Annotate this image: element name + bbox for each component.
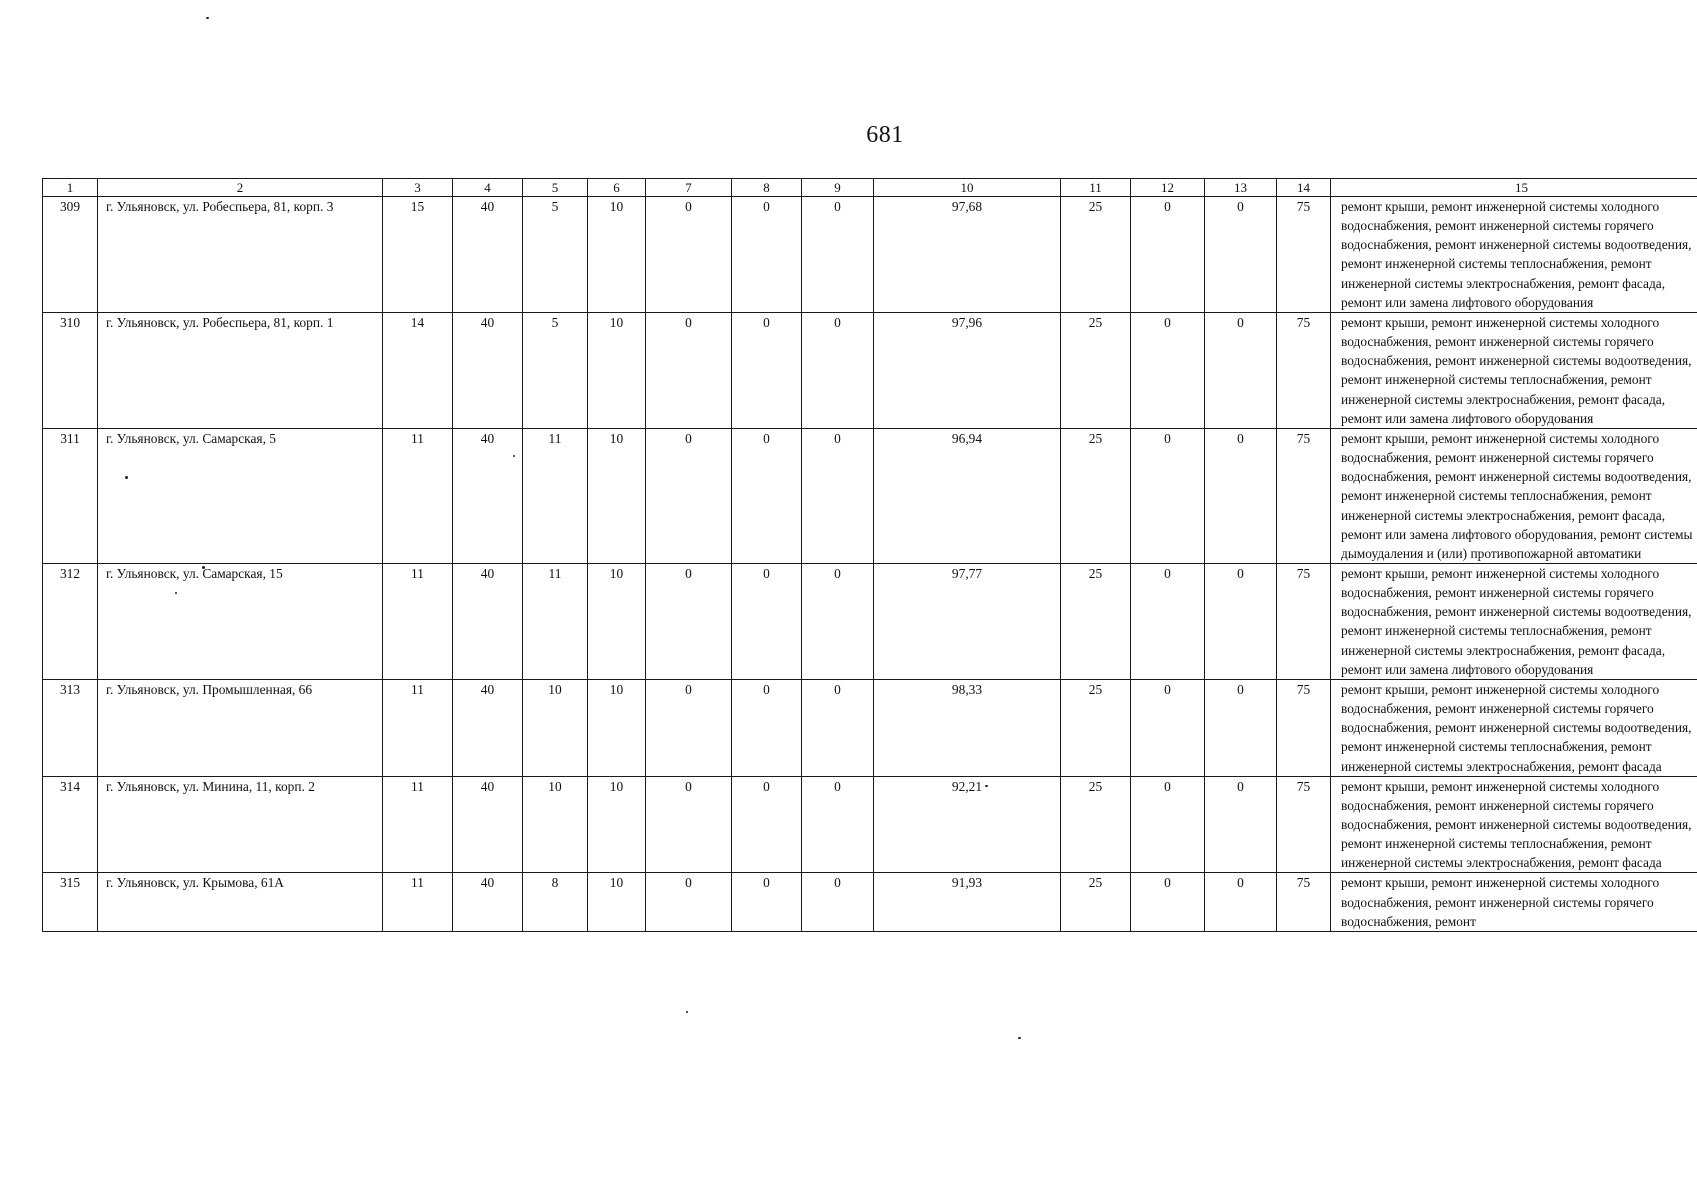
cell-col-5: 10 bbox=[523, 679, 588, 776]
table-row bbox=[43, 873, 1697, 931]
address-cell: г. Ульяновск, ул. Крымова, 61А bbox=[98, 873, 383, 931]
cell-col-10: 97,77 bbox=[874, 563, 1061, 679]
cell-col-14: 75 bbox=[1277, 312, 1331, 428]
row-number: 309 bbox=[43, 197, 98, 313]
cell-col-11: 25 bbox=[1061, 428, 1131, 563]
header-col-10: 10 bbox=[874, 179, 1061, 197]
scan-speck bbox=[1018, 1037, 1021, 1039]
cell-col-5: 8 bbox=[523, 873, 588, 931]
header-col-7: 7 bbox=[646, 179, 732, 197]
cell-col-7: 0 bbox=[646, 312, 732, 428]
cell-col-7: 0 bbox=[646, 873, 732, 931]
table-row bbox=[43, 563, 1697, 679]
cell-col-8: 0 bbox=[732, 873, 802, 931]
address-cell: г. Ульяновск, ул. Самарская, 5 bbox=[98, 428, 383, 563]
cell-col-12: 0 bbox=[1131, 197, 1205, 313]
column-number-header bbox=[43, 179, 1697, 197]
header-col-3: 3 bbox=[383, 179, 453, 197]
cell-col-6: 10 bbox=[588, 197, 646, 313]
cell-col-4: 40 bbox=[453, 679, 523, 776]
table-row bbox=[43, 776, 1697, 873]
cell-col-6: 10 bbox=[588, 679, 646, 776]
cell-col-10: 97,96 bbox=[874, 312, 1061, 428]
cell-col-14: 75 bbox=[1277, 563, 1331, 679]
cell-col-14: 75 bbox=[1277, 428, 1331, 563]
cell-col-6: 10 bbox=[588, 312, 646, 428]
cell-col-9: 0 bbox=[802, 312, 874, 428]
cell-col-13: 0 bbox=[1205, 873, 1277, 931]
cell-col-11: 25 bbox=[1061, 776, 1131, 873]
header-col-11: 11 bbox=[1061, 179, 1131, 197]
cell-col-12: 0 bbox=[1131, 428, 1205, 563]
header-col-2: 2 bbox=[98, 179, 383, 197]
cell-col-12: 0 bbox=[1131, 679, 1205, 776]
cell-col-8: 0 bbox=[732, 679, 802, 776]
cell-col-3: 11 bbox=[383, 563, 453, 679]
cell-col-12: 0 bbox=[1131, 312, 1205, 428]
cell-col-6: 10 bbox=[588, 563, 646, 679]
row-number: 315 bbox=[43, 873, 98, 931]
cell-col-5: 5 bbox=[523, 312, 588, 428]
cell-col-6: 10 bbox=[588, 873, 646, 931]
header-col-9: 9 bbox=[802, 179, 874, 197]
repair-works-cell: ремонт крыши, ремонт инженерной системы холодного водоснабжения, ремонт инженерной системы горячего водоснабжения, ремонт инженерной системы водоотведения, ремонт инженерной системы теплоснабжения, ремонт инженерной системы электроснабжения, ремонт фасада, ремонт или замена лифтового оборудования bbox=[1331, 312, 1697, 428]
cell-col-7: 0 bbox=[646, 776, 732, 873]
scan-speck bbox=[686, 1011, 688, 1013]
repair-register-table bbox=[42, 178, 1697, 932]
cell-col-13: 0 bbox=[1205, 428, 1277, 563]
cell-col-8: 0 bbox=[732, 428, 802, 563]
row-number: 311 bbox=[43, 428, 98, 563]
row-number: 310 bbox=[43, 312, 98, 428]
cell-col-13: 0 bbox=[1205, 563, 1277, 679]
cell-col-12: 0 bbox=[1131, 563, 1205, 679]
cell-col-9: 0 bbox=[802, 197, 874, 313]
cell-col-11: 25 bbox=[1061, 679, 1131, 776]
cell-col-14: 75 bbox=[1277, 776, 1331, 873]
header-row bbox=[43, 179, 1697, 197]
header-col-4: 4 bbox=[453, 179, 523, 197]
header-col-12: 12 bbox=[1131, 179, 1205, 197]
cell-col-10: 91,93 bbox=[874, 873, 1061, 931]
repair-works-cell: ремонт крыши, ремонт инженерной системы холодного водоснабжения, ремонт инженерной системы горячего водоснабжения, ремонт инженерной системы водоотведения, ремонт инженерной системы теплоснабжения, ремонт инженерной системы электроснабжения, ремонт фасада, ремонт или замена лифтового оборудования, ремонт системы дымоудаления и (или) противопожарной автоматики bbox=[1331, 428, 1697, 563]
cell-col-5: 10 bbox=[523, 776, 588, 873]
cell-col-10: 97,68 bbox=[874, 197, 1061, 313]
cell-col-4: 40 bbox=[453, 428, 523, 563]
cell-col-4: 40 bbox=[453, 873, 523, 931]
table-row bbox=[43, 679, 1697, 776]
table-row bbox=[43, 197, 1697, 313]
address-cell: г. Ульяновск, ул. Самарская, 15 bbox=[98, 563, 383, 679]
table-body bbox=[43, 197, 1697, 932]
cell-col-3: 15 bbox=[383, 197, 453, 313]
cell-col-7: 0 bbox=[646, 679, 732, 776]
cell-col-5: 11 bbox=[523, 428, 588, 563]
cell-col-11: 25 bbox=[1061, 873, 1131, 931]
header-col-8: 8 bbox=[732, 179, 802, 197]
cell-col-11: 25 bbox=[1061, 563, 1131, 679]
table-row bbox=[43, 428, 1697, 563]
header-col-6: 6 bbox=[588, 179, 646, 197]
cell-col-14: 75 bbox=[1277, 873, 1331, 931]
cell-col-3: 11 bbox=[383, 873, 453, 931]
cell-col-3: 11 bbox=[383, 679, 453, 776]
repair-works-cell: ремонт крыши, ремонт инженерной системы холодного водоснабжения, ремонт инженерной системы горячего водоснабжения, ремонт инженерной системы водоотведения, ремонт инженерной системы теплоснабжения, ремонт инженерной системы электроснабжения, ремонт фасада bbox=[1331, 776, 1697, 873]
address-cell: г. Ульяновск, ул. Промышленная, 66 bbox=[98, 679, 383, 776]
cell-col-14: 75 bbox=[1277, 197, 1331, 313]
cell-col-3: 11 bbox=[383, 428, 453, 563]
cell-col-7: 0 bbox=[646, 428, 732, 563]
table-row bbox=[43, 312, 1697, 428]
repair-works-cell: ремонт крыши, ремонт инженерной системы холодного водоснабжения, ремонт инженерной системы горячего водоснабжения, ремонт bbox=[1331, 873, 1697, 931]
row-number: 313 bbox=[43, 679, 98, 776]
cell-col-13: 0 bbox=[1205, 679, 1277, 776]
page-number: 681 bbox=[866, 122, 904, 148]
address-cell: г. Ульяновск, ул. Робеспьера, 81, корп. 3 bbox=[98, 197, 383, 313]
cell-col-6: 10 bbox=[588, 776, 646, 873]
header-col-1: 1 bbox=[43, 179, 98, 197]
cell-col-13: 0 bbox=[1205, 312, 1277, 428]
cell-col-11: 25 bbox=[1061, 197, 1131, 313]
cell-col-14: 75 bbox=[1277, 679, 1331, 776]
header-col-15: 15 bbox=[1331, 179, 1697, 197]
cell-col-8: 0 bbox=[732, 563, 802, 679]
cell-col-10: 96,94 bbox=[874, 428, 1061, 563]
cell-col-13: 0 bbox=[1205, 197, 1277, 313]
cell-col-3: 14 bbox=[383, 312, 453, 428]
address-cell: г. Ульяновск, ул. Робеспьера, 81, корп. 1 bbox=[98, 312, 383, 428]
repair-works-cell: ремонт крыши, ремонт инженерной системы холодного водоснабжения, ремонт инженерной системы горячего водоснабжения, ремонт инженерной системы водоотведения, ремонт инженерной системы теплоснабжения, ремонт инженерной системы электроснабжения, ремонт фасада, ремонт или замена лифтового оборудования bbox=[1331, 563, 1697, 679]
cell-col-13: 0 bbox=[1205, 776, 1277, 873]
header-col-14: 14 bbox=[1277, 179, 1331, 197]
cell-col-10: 92,21 bbox=[874, 776, 1061, 873]
cell-col-4: 40 bbox=[453, 197, 523, 313]
cell-col-7: 0 bbox=[646, 563, 732, 679]
cell-col-8: 0 bbox=[732, 312, 802, 428]
cell-col-9: 0 bbox=[802, 679, 874, 776]
row-number: 314 bbox=[43, 776, 98, 873]
address-cell: г. Ульяновск, ул. Минина, 11, корп. 2 bbox=[98, 776, 383, 873]
row-number: 312 bbox=[43, 563, 98, 679]
cell-col-8: 0 bbox=[732, 197, 802, 313]
cell-col-4: 40 bbox=[453, 312, 523, 428]
header-col-5: 5 bbox=[523, 179, 588, 197]
cell-col-7: 0 bbox=[646, 197, 732, 313]
cell-col-4: 40 bbox=[453, 563, 523, 679]
cell-col-9: 0 bbox=[802, 563, 874, 679]
cell-col-4: 40 bbox=[453, 776, 523, 873]
cell-col-11: 25 bbox=[1061, 312, 1131, 428]
cell-col-12: 0 bbox=[1131, 776, 1205, 873]
cell-col-3: 11 bbox=[383, 776, 453, 873]
cell-col-8: 0 bbox=[732, 776, 802, 873]
cell-col-12: 0 bbox=[1131, 873, 1205, 931]
cell-col-10: 98,33 bbox=[874, 679, 1061, 776]
cell-col-6: 10 bbox=[588, 428, 646, 563]
repair-works-cell: ремонт крыши, ремонт инженерной системы холодного водоснабжения, ремонт инженерной системы горячего водоснабжения, ремонт инженерной системы водоотведения, ремонт инженерной системы теплоснабжения, ремонт инженерной системы электроснабжения, ремонт фасада, ремонт или замена лифтового оборудования bbox=[1331, 197, 1697, 313]
header-col-13: 13 bbox=[1205, 179, 1277, 197]
repair-works-cell: ремонт крыши, ремонт инженерной системы холодного водоснабжения, ремонт инженерной системы горячего водоснабжения, ремонт инженерной системы водоотведения, ремонт инженерной системы теплоснабжения, ремонт инженерной системы электроснабжения, ремонт фасада bbox=[1331, 679, 1697, 776]
cell-col-9: 0 bbox=[802, 776, 874, 873]
cell-col-5: 11 bbox=[523, 563, 588, 679]
cell-col-9: 0 bbox=[802, 873, 874, 931]
scan-speck bbox=[206, 17, 209, 19]
cell-col-5: 5 bbox=[523, 197, 588, 313]
cell-col-9: 0 bbox=[802, 428, 874, 563]
